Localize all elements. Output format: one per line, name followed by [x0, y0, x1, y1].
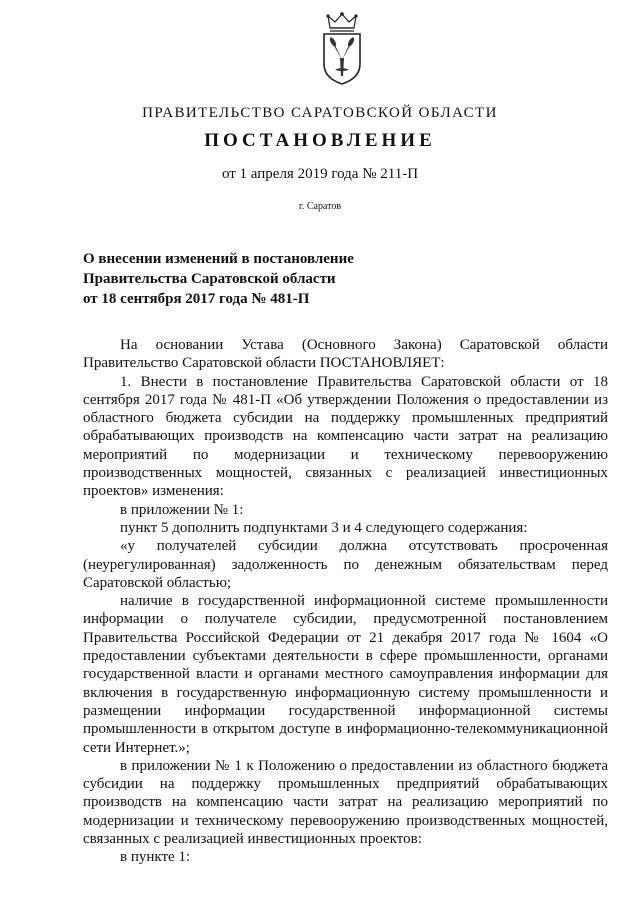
- body-paragraph: наличие в государственной информационной системе промышленности информации о получателе субсидии, предусмотренной постановлением Правительства Российской Федерации от 21 декабря 2017 года № 1604 «О предоставлении субъектами деятельности в сфере промышленности, органами государственной власти и органами местного самоуправления информации для включения в государственную информационную систему промышленности и размещении информации государственной информационной системы промышленности в открытом доступе в информационно-телекоммуникационной сети Интернет.»;: [83, 593, 608, 756]
- government-name: ПРАВИТЕЛЬСТВО САРАТОВСКОЙ ОБЛАСТИ: [142, 105, 498, 121]
- document-body: [83, 336, 608, 867]
- body-paragraph: 1. Внести в постановление Правительства Саратовской области от 18 сентября 2017 года № 481-П «Об утверждении Положения о предоставлении из областного бюджета субсидии на поддержку промышленных предприятий обрабатывающих производств на компенсацию части затрат на реализацию мероприятий по модернизации и техническому перевооружению производственных мощностей, связанных с реализацией инвестиционных проектов» изменения:: [83, 373, 608, 500]
- body-paragraph: в приложении № 1 к Положению о предоставлении из областного бюджета субсидии на поддержку промышленных предприятий обрабатывающих производств на компенсацию части затрат на реализацию мероприятий по модернизации и техническому перевооружению производственных мощностей, связанных с реализацией инвестиционных проектов:: [83, 757, 608, 848]
- title-line: О внесении изменений в постановление: [83, 251, 354, 267]
- coat-of-arms-emblem: [318, 12, 366, 86]
- body-paragraph: На основании Устава (Основного Закона) Саратовской области Правительство Саратовской области ПОСТАНОВЛЯЕТ:: [83, 337, 608, 372]
- body-paragraph: в пункте 1:: [120, 849, 191, 866]
- title-line: от 18 сентября 2017 года № 481-П: [83, 291, 310, 307]
- body-paragraph: «у получателей субсидии должна отсутствовать просроченная (неурегулированная) задолженность по денежным обязательствам перед Саратовской областью;: [83, 538, 608, 591]
- document-type: ПОСТАНОВЛЕНИЕ: [204, 130, 436, 151]
- document-city: г. Саратов: [298, 201, 342, 212]
- body-paragraph: в приложении № 1:: [120, 501, 244, 518]
- title-line: Правительства Саратовской области: [83, 271, 336, 287]
- document-title: [83, 249, 354, 309]
- document-date-number: от 1 апреля 2019 года № 211-П: [221, 166, 419, 182]
- body-paragraph: пункт 5 дополнить подпунктами 3 и 4 следующего содержания:: [120, 519, 528, 536]
